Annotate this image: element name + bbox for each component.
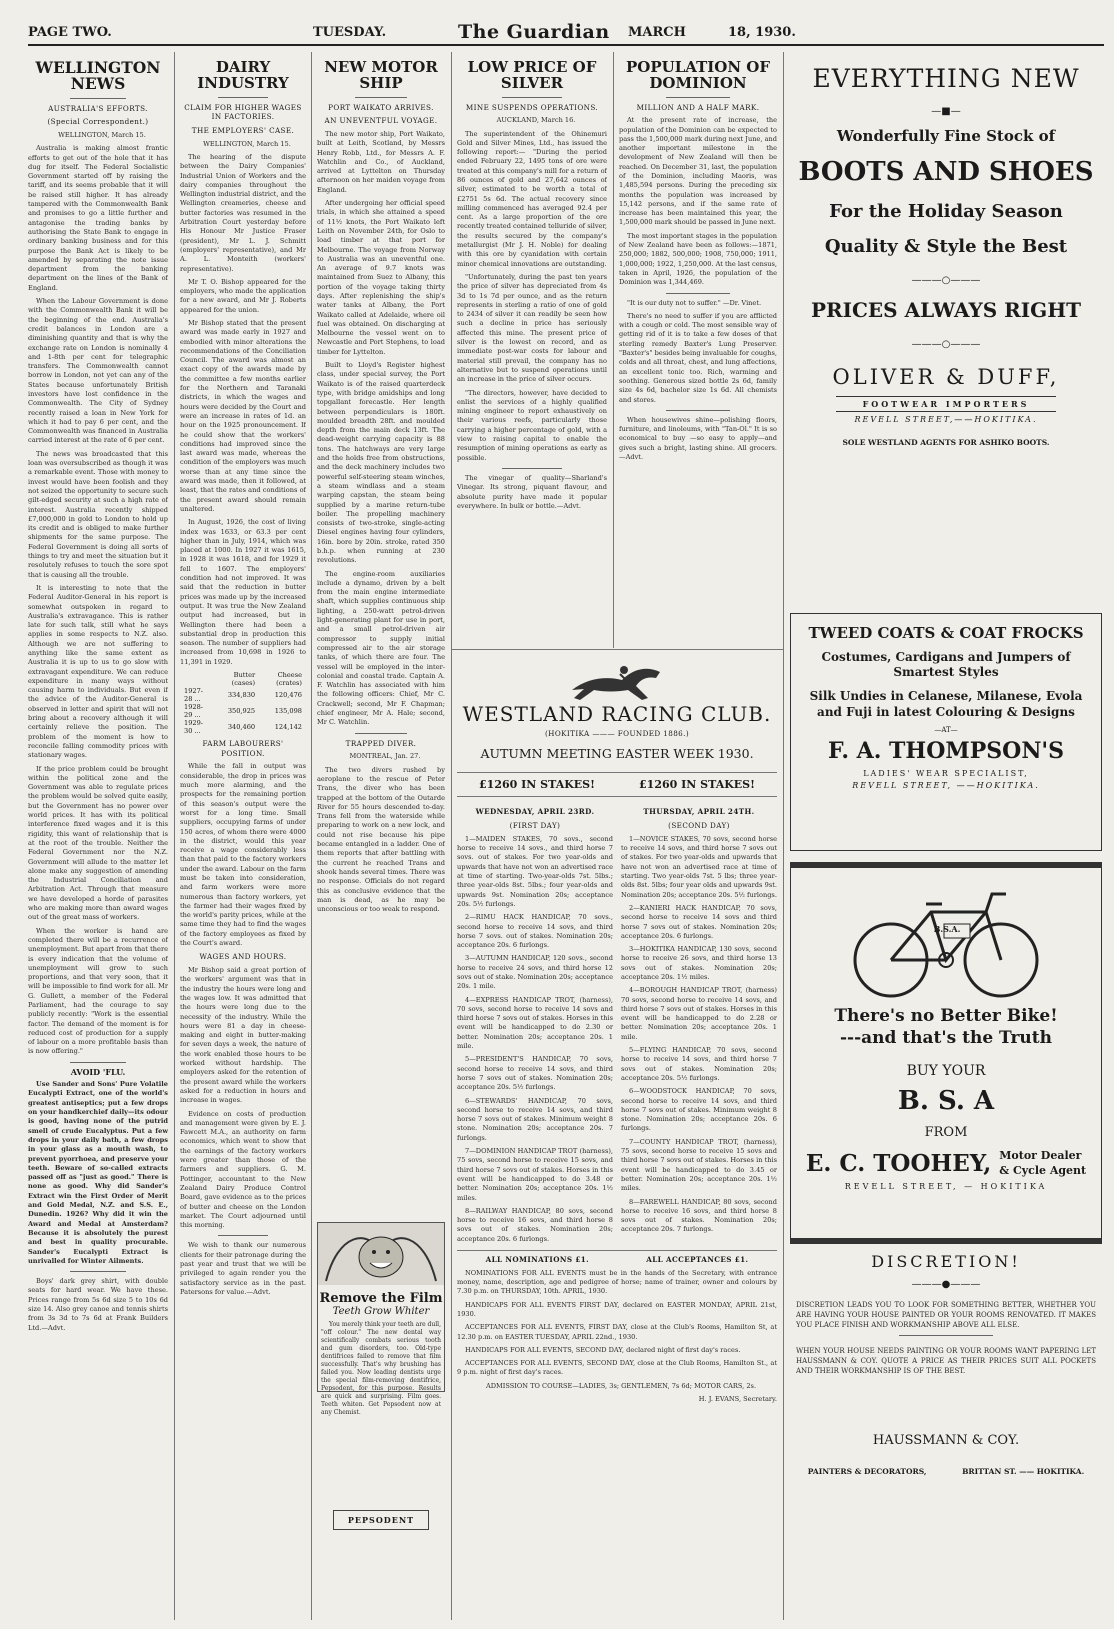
agents-text: SOLE WESTLAND AGENTS FOR ASHIKO BOOTS.	[842, 437, 1050, 447]
ship-subhead: PORT WAIKATO ARRIVES.	[328, 102, 434, 112]
boots-shoes-headline: BOOTS AND SHOES	[798, 157, 1094, 188]
race-event: 6—WOODSTOCK HANDICAP, 70 sovs, second horse to receive 14 sovs, and third horse 7 sovs out of stakes. Minimum weight 8 stone. Nomination 20s; acceptance 20s. 6 furlongs.	[621, 1087, 777, 1133]
stakes-banner: £1260 IN STAKES!	[479, 777, 595, 791]
quality-text: Quality & Style the Best	[824, 235, 1068, 257]
wellington-subhead: AUSTRALIA'S EFFORTS.	[48, 103, 148, 113]
dairy-paragraph: Mr Bishop said a great portion of the workers' argument was that in the industry the hours were long and the wages low. It was admitted that the hours were long due to the necessity of the industry. While the hours were 81 a day in cheese-making and eight in butter-making for seven days a week, the nature of the work enabled those hours to be worked without hardship. The employers asked for the retention of the present award while the workers asked for a reduction in hours and increase in wages.	[180, 966, 306, 1105]
everything-new-headline: EVERYTHING NEW	[812, 64, 1080, 93]
wellington-paragraph: It is interesting to note that the Federal Auditor-General in his report is somewhat outspoken in regard to Australia's extravagance. This is rather late for such talk, still what he says applies in some respects to N.Z. also. Although we are not suffering to anything like the same extent as Australia it is up to us to go slow with extravagant expenditure. We can reduce expenditure in many ways without causing harm to individuals. But even if the advice of the Auditor-General is observed in letter and spirit that will not bring about a recovery although it will certainly relieve the position. The problem of the moment is how to reconcile falling commodity prices with stationary wages.	[28, 583, 168, 760]
silver-headline: LOW PRICE OF SILVER	[467, 60, 597, 92]
race-event: 4—EXPRESS HANDICAP TROT, (harness), 70 sovs, second horse to receive 14 sovs and third horse 7 sovs out of stakes. Horses in this event will be handicapped to do 2.30 or better. Nomination 20s; acceptance 20s. 1 mile.	[457, 995, 613, 1051]
divider	[666, 293, 729, 294]
dairy-paragraph: Mr T. O. Bishop appeared for the employers, who made the application for a new award, and Mr J. Roberts appeared for the union.	[180, 277, 306, 314]
flu-ad-headline: AVOID 'FLU.	[70, 1066, 126, 1077]
baxters-advert: There's no need to suffer if you are afflicted with a cough or cold. The most sensible way of getting rid of it is to take a few doses of that sterling remedy Baxter's Lung Preserver. "Baxter's" besides being invaluable for coughs, colds and all throat, chest, and lung affections, an excellent tonic too. Rich, warming and soothing. Generous sized bottle 2s 6d, family size 4s 6d, bachelor size 1s 6d. All chemists and stores.	[619, 311, 777, 404]
column-rule	[451, 52, 452, 1620]
table-cell: 340,460	[227, 722, 256, 731]
patersons-advert: We wish to thank our numerous clients for their patronage during the past year and trust that we will be privileged to again render you the satisfactory service as in the past. Patersons for value.—Advt.	[180, 1241, 306, 1296]
vinegar-advert: The vinegar of quality—Sharland's Vinegar. Its strong, piquant flavour, and absolute purity have made it popular everywhere. In bulk or bottle.—Advt.	[457, 473, 607, 510]
toohey-bsa-advert	[790, 862, 1102, 1244]
shirts-advert: Boys' dark grey shirt, with double seats for hard wear. We have these. Prices range from 5s 6d size 5 to 10s 6d size 14. Also grey canoe and tennis shirts from 3s 3d to 7s 6d at Frank Builders Ltd.—Advt.	[28, 1277, 168, 1332]
population-subhead: MILLION AND A HALF MARK.	[636, 102, 760, 112]
buy-your-text: BUY YOUR	[906, 1062, 986, 1079]
divider	[666, 410, 729, 411]
racing-club-subtitle: (HOKITIKA ——— FOUNDED 1886.)	[544, 729, 690, 738]
ornament-icon: ———●———	[911, 1278, 981, 1290]
dairy-paragraph: Evidence on costs of production and management were given by E. J. Fawcett M.A., an authority on farm economics, which went to show that the earnings of the factory workers were greater than those of the farmers and suppliers. G. M. Pottinger, accountant to the New Zealand Dairy Produce Control Board, gave evidence as to the prices of butter and cheese on the London market. The Court adjourned until this morning.	[180, 1109, 306, 1230]
ship-paragraph: The new motor ship, Port Waikato, built at Leith, Scotland, by Messrs Henry Robb, Ltd., for Messrs A. F. Watchlin and Co., of Auckland, arrived at Lyttelton on Thursday afternoon on her maiden voyage from England.	[317, 129, 445, 194]
pepsodent-text: You merely think your teeth are dull, "off colour." The new dental way scientifically combats serious tooth and gum disorders, too. Old-type dentifrices failed to remove that film successfully. That's why brushing has failed you. Now leading dentists urge the special film-removing dentifrice, Pepsodent, for this purpose. Results are quick and surprising. Film goes. Teeth whiten. Get Pepsodent now at any Chemist.	[321, 1320, 441, 1416]
nominations-fee: ALL NOMINATIONS £1.	[485, 1255, 590, 1264]
dairy-paragraph: In August, 1926, the cost of living index was 1633, or 63.3 per cent higher than in July, 1914, which was placed at 1000. In 1927 it was 1615, in 1928 it was 1618, and for 1929 it fell to 1607. The employers' condition had not improved. It was said that the reduction in butter prices was made up by the increased output. It was true the New Zealand output had increased, but in Wellington there had been a substantial drop in production this season. The number of suppliers had increased from 10,698 in 1926 to 11,391 in 1929.	[180, 518, 306, 666]
oliver-duff-address: REVELL STREET,——HOKITIKA.	[854, 414, 1038, 424]
first-day-programme	[457, 803, 613, 1244]
table-row	[180, 703, 306, 719]
stock-text: Wonderfully Fine Stock of	[836, 127, 1056, 146]
silver-paragraph: "Unfortunately, during the past ten years the price of silver has depreciated from 4s 3d to 1s 7d per ounce, and as the return represents in sterling a ratio of one of gold to 2434 of silver it can readily be seen how such a decline in price has seriously affected this mine. The present price of silver is the lowest on record, and as immediate post-war costs for labour and material still prevail, the company has no alternative but to suspend operations until an increase in the price of silver occurs.	[457, 272, 607, 384]
table-row	[180, 719, 306, 735]
wellington-paragraph: Australia is making almost frantic efforts to get out of the hole that it has dug for itself. The Federal Socialistic Government started off by raising the tariff, and its seems probable that it will be raised still higher. It has already tampered with the Commonwealth Bank and promises to go a little further and antagonise the trading banks by authorising the State Bank to engage in ordinary banking business and for this purpose the Bank Act is likely to be amended by separating the note issue department from the banking department on the lines of the Bank of England.	[28, 144, 168, 292]
table-cell: 1928-29 ...	[184, 702, 204, 719]
wellington-byline: (Special Correspondent.)	[47, 117, 149, 127]
dairy-dateline: WELLINGTON, March 15.	[203, 139, 291, 148]
silver-paragraph: The superintendent of the Ohinemuri Gold and Silver Mines, Ltd., has issued the following report:— "During the period ended February 22, 1495 tons of ore were treated at this company's mill for a return of 86 ounces of gold and 27,642 ounces of silver, estimated to be worth a total of £2751 5s 6d. The actual recovery since milling commenced has averaged 92.4 per cent. As a large proportion of the ore recently treated contained telluride of silver, the results secured by the company's metallurgist (Mr J. H. Noble) for dealing with this ore by cyanidation with certain minor chemical innovations are outstanding.	[457, 129, 607, 268]
racing-club-advert	[457, 656, 777, 1618]
pepsodent-advert	[317, 1222, 445, 1416]
dairy-paragraph: The hearing of the dispute between the Dairy Companies' Industrial Union of Workers and the dairy companies throughout the Wellington industrial district, and the Wellington creameries, cheese and butter factories was resumed in the Arbitration Court yesterday before His Honour Mr Justice Fraser (president), Mr L. J. Schmitt (employers' representative), and Mr A. L. Monteith (workers' representative).	[180, 152, 306, 273]
wellington-column	[28, 60, 168, 1620]
table-cell: 124,142	[274, 722, 302, 731]
race-event: 2—RIMU HACK HANDICAP, 70 sovs., second horse to receive 14 sovs, and third horse 7 sovs. out of stakes. Nomination 20s; acceptance 20s. 6 furlongs.	[457, 913, 613, 950]
table-header-row	[180, 671, 306, 687]
flu-ad-text: Use Sander and Sons' Pure Volatile Eucalypti Extract, one of the world's greatest antiseptics; put a few drops on your handkerchief daily—its odour is good, having none of the putrid smell of crude Eucalyptus. Put a few drops in your daily bath, a few drops in your glass as a mouth wash, to prevent pyorrhoea, and preserve your teeth. Beware of so-called extracts passed off as "just as good." There is none as good. Why did Sander's Extract win the First Order of Merit and Gold Medal, N.Z. and S.S. E., Dunedin. 1926? Why did it win the Award and Medal at Amsterdam? Because it is absolutely the purest and best in quality procurable. Sander's Eucalypti Extract is unrivalled for Winter Ailments.	[28, 1080, 168, 1265]
pepsodent-subhead: Teeth Grow Whiter	[332, 1305, 430, 1317]
racehorse-illustration	[562, 656, 672, 704]
dairy-headline: DAIRY INDUSTRY	[197, 60, 289, 92]
column-rule	[783, 52, 784, 1620]
divider	[666, 97, 729, 98]
first-day-date: WEDNESDAY, APRIL 23RD.	[475, 807, 595, 817]
pepsodent-brand: PEPSODENT	[347, 1515, 415, 1525]
toohey-address: REVELL STREET, — HOKITIKA	[844, 1181, 1048, 1191]
racing-notice: ACCEPTANCES FOR ALL EVENTS, SECOND DAY, close at the Club Rooms, Hamilton St., at 9 p.m. night of first day's races.	[457, 1359, 777, 1377]
costumes-text: Costumes, Cardigans and Jumpers of Smartest Styles	[821, 649, 1071, 680]
column-rule	[311, 52, 312, 1620]
first-day-label: (FIRST DAY)	[509, 821, 561, 831]
divider	[70, 1271, 126, 1272]
diver-paragraph: The two divers rushed by aeroplane to the rescue of Peter Trans, the diver who has been trapped at the bottom of the Outarde River for 55 hours descended to-day. Trans fell from the waterside while preparing to work on a new lock, and could not rise because his pipe became entangled in a ladder. One of them reports that after battling with the current he reached Trans and shook hands several times. There was no response. Officials do not regard this as conclusive evidence that the man is dead, as he may be unconscious or too weak to respond.	[317, 765, 445, 914]
wellington-paragraph: The news was broadcasted that this loan was oversubscribed as though it was a remarkable event. Those with money to invest would have been foolish and they not seized the opportunity to secure such gilt-edged security at such a high rate of interest. Australia recently shipped £7,000,000 in gold to London to hold up its credit and is obliged to make further shipments for the same purpose. The Federal Government is doing all sorts of things to try and meet the situation but it resolutely refuses to touch the sore spot that is causing all the trouble.	[28, 449, 168, 579]
column-rule	[174, 52, 175, 1620]
thompsons-advert	[790, 613, 1102, 851]
race-event: 8—FAREWELL HANDICAP, 80 sovs, second horse to receive 16 sovs, and third horse 8 sovs out of stakes. Nomination 20s; acceptance 20s. 7 furlongs.	[621, 1197, 777, 1234]
population-paragraph: At the present rate of increase, the population of the Dominion can be expected to pass the 1,500,000 mark during next June, and another important milestone in the development of New Zealand will then be reached. On December 31, last, the population of the Dominion, including Maoris, was 1,485,594 persons. During the preceding six months the population was increased by 15,142 persons, and if the same rate of increase has been maintained this year, the 1,500,000 mark should be passed in June next.	[619, 116, 777, 227]
bicycle-illustration	[846, 872, 1046, 1002]
dairy-section-head: WAGES AND HOURS.	[199, 952, 287, 962]
population-column	[619, 60, 777, 645]
footwear-importers: FOOTWEAR IMPORTERS	[836, 396, 1056, 412]
better-bike-text: There's no Better Bike!	[834, 1006, 1058, 1026]
wellington-paragraph: When the Labour Government is done with the Commonwealth Bank it will be the beginning of the end. Australia's credit balances in London are a diminishing quantity and that is why the exchange rate on London is nominally 4 and 1-8th per cent for telegraphic transfers. The Commonwealth cannot borrow in London, not yet can any of the States because unfortunately British investors have lost confidence in the Commonwealth. The City of Sydney recently raised a loan in New York for which it had to pay 6 per cent, and the Commonwealth was financed in Australia carried interest at the rate of 6 per cent.	[28, 297, 168, 445]
silver-paragraph: "The directors, however, have decided to enlist the services of a highly qualified mining engineer to report exhaustively on their various reefs, particularly those carrying a higher percentage of gold, with a view to raising capital to enable the resumption of mining operations as early as possible.	[457, 388, 607, 462]
dairy-paragraph: While the fall in output was considerable, the drop in prices was much more alarming, and the prospects for the remaining portion of this season's output were the worst for a long time. Small suppliers, occupying farms of under 150 acres, of whom there were 4000 in the district, would this year receive a wage considerably less than that paid to the factory workers under the award. Labour on the farm must be taken into consideration, and farm workers were more numerous than factory workers, yet the farmer had their wages fixed by the world's parity prices, while at the same time they had to find the wages of the factory employees as fixed by the Court's award.	[180, 762, 306, 948]
wellington-paragraph: If the price problem could be brought within the political zone and the Government was able to regulate prices the problem would be solved quite easily, but the Government has no power over world prices. It has with its political interference fixed wages and it is this rigidity, this want of relationship that is at the root of the trouble. Neither the Federal Government nor the N.Z. Government will allude to the matter let alone make any suggestion of amending the Industrial Conciliation and Arbitration Act. Through that measure we have developed a horde of parasites who are making more than award wages out of the great mass of workers.	[28, 764, 168, 922]
table-row	[180, 687, 306, 703]
dairy-subhead: CLAIM FOR HIGHER WAGES IN FACTORIES.	[184, 102, 302, 122]
masthead-title: The Guardian	[458, 21, 610, 43]
racing-meeting-title: AUTUMN MEETING EASTER WEEK 1930.	[480, 745, 754, 761]
table-cell: 334,830	[227, 690, 256, 699]
masthead	[28, 22, 1104, 46]
divider	[218, 1235, 268, 1236]
table-cell: 350,925	[227, 706, 256, 715]
thompsons-name: F. A. THOMPSON'S	[827, 738, 1065, 765]
ornament-icon: ———○———	[911, 338, 981, 350]
divider	[502, 468, 562, 469]
table-header: Butter (cases)	[231, 670, 256, 687]
silk-text: Silk Undies in Celanese, Milanese, Evola and Fuji in latest Colouring & Designs	[809, 688, 1083, 719]
haussmann-address: BRITTAN ST. —— HOKITIKA.	[962, 1467, 1085, 1477]
racing-notice: HANDICAPS FOR ALL EVENTS FIRST DAY, declared on EASTER MONDAY, APRIL 21st, 1930.	[457, 1300, 777, 1318]
smiling-face-illustration	[318, 1223, 444, 1285]
race-event: 6—STEWARDS' HANDICAP, 70 sovs, second horse to receive 14 sovs, and third horse 7 sovs out of stakes. Minimum weight 8 stone. Nomination 20s; acceptance 20s. 7 furlongs.	[457, 1096, 613, 1142]
column-rule	[613, 52, 614, 648]
diver-dateline: MONTREAL, Jan. 27.	[349, 752, 421, 761]
wellington-dateline: WELLINGTON, March 15.	[58, 130, 146, 139]
ship-paragraph: After undergoing her official speed trials, in which she attained a speed of 11½ knots, the Port Waikato left Leith on November 24th, for Oslo to load timber at that port for Melbourne. The voyage from Norway to Australia was an uneventful one. An average of 9.7 knots was maintained from Suez to Albany, this portion of the voyage taking thirty days. After replenishing the ship's water tanks at Albany, the Port Waikato called at Adelaide, where oil fuel was obtained. On discharging at Melbourne the vessel went on to Newcastle and Port Stephens, to load timber for Lyttelton.	[317, 199, 445, 356]
oliver-duff-name: OLIVER & DUFF,	[832, 364, 1060, 389]
race-event: 4—BOROUGH HANDICAP TROT, (harness) 70 sovs, second horse to receive 14 sovs, and third horse 7 sovs out of stakes. Horses in this event will be handicapped to do 2.28 or better. Nomination 20s; acceptance 20s. 1 mile.	[621, 986, 777, 1041]
racing-secretary: H. J. EVANS, Secretary.	[698, 1394, 777, 1403]
diver-headline: TRAPPED DIVER.	[345, 738, 417, 748]
race-event: 5—PRESIDENT'S HANDICAP, 70 sovs, second horse to receive 14 sovs, and third horse 7 sovs out of stakes. Nomination 20s; acceptance 20s. 5½ furlongs.	[457, 1055, 613, 1092]
table-cell: 1929-30 ...	[184, 718, 204, 735]
acceptances-fee: ALL ACCEPTANCES £1.	[646, 1255, 749, 1264]
painting-text: WHEN YOUR HOUSE NEEDS PAINTING OR YOUR ROOMS WANT PAPERING LET HAUSSMANN & COY. QUOTE A PRICE AS THEIR PRICES SUIT ALL POCKETS AND THEIR WORKMANSHIP IS OF THE BEST.	[796, 1346, 1096, 1375]
silver-dateline: AUCKLAND, March 16.	[496, 116, 576, 125]
divider	[70, 98, 126, 99]
masthead-day: TUESDAY.	[313, 25, 387, 40]
race-event: 1—NOVICE STAKES, 70 sovs, second horse to receive 14 sovs, and third horse 7 sovs out of stakes. For two year-olds and upwards that have not won an advertised race at time of starting. Two year-olds 7st. 5 lbs; three year-olds 8st. 5lbs; four year olds and upwards 9st. Nomination 20s; acceptance 20s. 5½ furlongs.	[621, 834, 777, 899]
discretion-headline: DISCRETION!	[871, 1252, 1021, 1271]
ship-paragraph: The engine-room auxiliaries include a dynamo, driven by a belt from the main engine intermediate shaft, which supplies continuous ship lighting, a 250-watt petrol-driven light-generating plant for use in port, and a small petrol-driven air compressor to supply initial compressed air to the air storage tanks, of which there are four. The vessel will be employed in the inter-colonial and coastal trade. Captain A. F. Watchlin has associated with him the following officers: Chief, Mr C. Crackwell; second, Mr F. Chapman; chief engineer, Mr A. Hale; second, Mr C. Watchlin.	[317, 569, 445, 727]
racing-club-title: WESTLAND RACING CLUB.	[462, 702, 772, 726]
production-table	[180, 671, 306, 735]
divider	[355, 733, 406, 734]
at-text: —AT—	[934, 726, 958, 735]
racing-notice: HANDICAPS FOR ALL EVENTS, SECOND DAY, declared night of first day's races.	[465, 1345, 741, 1354]
second-day-date: THURSDAY, APRIL 24TH.	[643, 807, 755, 817]
wellington-paragraph: When the worker is hand are completed there will be a recurrence of unemployment. But apart from that there is every indication that the volume of unemployment will grow to such proportions, and that very soon, that it will be impossible to find work for all. Mr G. Gullett, a member of the Federal Parliament, had the courage to say publicly recently: "Work is the essential factor. The demand of the moment is for reduced cost of production for a supply of labour on a more profitable basis than is now offering."	[28, 926, 168, 1056]
haussmann-advert	[790, 1252, 1102, 1620]
dairy-section-head: FARM LABOURERS' POSITION.	[202, 738, 284, 758]
second-day-programme	[621, 803, 777, 1244]
pepsodent-headline: Remove the Film	[319, 1291, 443, 1306]
racing-notice: NOMINATIONS FOR ALL EVENTS must be in the hands of the Secretary, with entrance money, name, description, age and pedigree of horse; name of trainer, owner and colours by 7.30 p.m. on THURSDAY, 10th. APRIL, 1930.	[457, 1268, 777, 1296]
dairy-paragraph: Mr Bishop stated that the present award was made early in 1927 and embodied with minor alterations the recommendations of the Conciliation Council. The award was almost an exact copy of the awards made by the committee a few months earlier for the Northern and Taranaki districts, in which the wages and hours were decided by the Court and were an increase in rates of 1d. an hour on the 1925 pronouncement. If he could show that the workers' conditions had improved since the last award was made, whereas the condition of the employers was much worse than at any time since the award was made, then it followed, at least, that the rates and conditions of the present award should remain unaltered.	[180, 319, 306, 513]
bsa-badge: B.S.A.	[933, 924, 961, 934]
table-cell: 1927-28 ...	[184, 686, 204, 703]
dairy-column	[180, 60, 306, 1620]
wellington-headline: WELLINGTON NEWS	[35, 60, 161, 94]
divider	[70, 1062, 126, 1063]
table-header	[180, 671, 215, 687]
cycle-agent-text: & Cycle Agent	[999, 1163, 1087, 1177]
table-cell: 120,476	[274, 690, 302, 699]
masthead-month: MARCH	[628, 25, 686, 40]
stakes-banner: £1260 IN STAKES!	[639, 777, 755, 791]
tweed-headline: TWEED COATS & COAT FROCKS	[808, 624, 1084, 642]
race-event: 3—AUTUMN HANDICAP, 120 sovs., second horse to receive 24 sovs, and third horse 12 sovs out of stake. Nomination 20s; acceptance 20s. 1 mile.	[457, 954, 613, 991]
divider	[218, 97, 268, 98]
divider	[899, 1335, 993, 1336]
table-header: Cheese (crates)	[276, 670, 302, 687]
page-number: PAGE TWO.	[28, 25, 112, 40]
race-event: 3—HOKITIKA HANDICAP, 130 sovs, second horse to receive 26 sovs, and third horse 13 sovs out of stakes. Nomination 20s; acceptance 20s. 1½ miles.	[621, 945, 777, 981]
dairy-subhead: THE EMPLOYERS' CASE.	[191, 125, 295, 135]
divider	[355, 97, 406, 98]
ladies-wear-text: LADIES' WEAR SPECIALIST,	[863, 769, 1029, 779]
toohey-name: E. C. TOOHEY,	[805, 1149, 992, 1177]
race-event: 7—COUNTY HANDICAP TROT, (harness), 75 sovs, second horse to receive 15 sovs and third horse 7 sovs out of stakes. Horses in this event will be handicapped to do 3.45 or better. Nomination 20s; acceptance 20s. 1½ miles.	[621, 1137, 777, 1193]
ship-subhead: AN UNEVENTFUL VOYAGE.	[324, 116, 438, 126]
oliver-duff-advert	[790, 56, 1102, 596]
ship-paragraph: Built to Lloyd's Register highest class, under special survey, the Port Waikato is of the raised quarterdeck type, with bridge amidships and long topgallant forecastle. Her length between perpendiculars is 180ft. moulded breadth 28ft. and moulded depth from the main deck 13ft. The dead-weight carrying capacity is 88 tons. The hatchways are very large and the holds free from obstructions, and the deck machinery includes two powerful self-steering steam winches, a steam windlass and a steam warping capstan, the steam being supplied by a marine return-tube boiler. The propelling machinery consists of two-stroke, single-acting Diesel engines having four cylinders, 16in. bore by 20in. stroke, rated 350 b.h.p. when running at 230 revolutions.	[317, 361, 445, 565]
population-headline: POPULATION OF DOMINION	[626, 60, 770, 92]
ornament-icon: ———○———	[911, 274, 981, 286]
pepsodent-tube-image	[333, 1510, 429, 1530]
discretion-text: DISCRETION LEADS YOU TO LOOK FOR SOMETHING BETTER, WHETHER YOU ARE HAVING YOUR HOUSE PAINTED OR YOUR ROOMS RENOVATED. IT MAKES YOU PLACE FINISH AND WORKMANSHIP ABOVE ALL ELSE.	[796, 1300, 1096, 1329]
masthead-date: 18, 1930.	[728, 25, 796, 40]
race-event: 8—RAILWAY HANDICAP, 80 sovs, second horse to receive 16 sovs, and third horse 8 sovs out of stakes. Nomination 20s; acceptance 20s. 6 furlongs.	[457, 1206, 613, 1243]
race-event: 7—DOMINION HANDICAP TROT (harness), 75 sovs, second horse to receive 15 sovs, and third horse 7 sovs out of stakes. Horses in this event will be handicapped to do 3.48 or better. Nomination 20s; acceptance 20s. 1½ miles.	[457, 1147, 613, 1202]
thompsons-address: REVELL STREET, ——HOKITIKA.	[852, 781, 1040, 791]
holiday-text: For the Holiday Season	[829, 200, 1063, 222]
racing-notice: ACCEPTANCES FOR ALL EVENTS, FIRST DAY, close at the Club's Rooms, Hamilton St, at 12.30 p.m. on EASTER TUESDAY, APRIL 22nd., 1930.	[457, 1323, 777, 1341]
racing-notice: ADMISSION TO COURSE—LADIES, 3s; GENTLEMEN, 7s 6d; MOTOR CARS, 2s.	[485, 1381, 757, 1390]
population-paragraph: The most important stages in the population of New Zealand have been as follows:—1871, 250,000; 1882, 500,000; 1908, 750,000; 1911, 1,000,000; 1922, 1,250,000. At the last census, taken in April, 1926, the population of the Dominion was 1,344,469.	[619, 231, 777, 287]
bsa-headline: B. S. A	[897, 1086, 995, 1117]
motor-dealer-text: Motor Dealer	[999, 1149, 1082, 1163]
divider	[502, 97, 562, 98]
race-event: 2—KANIERI HACK HANDICAP, 70 sovs, second horse to receive 14 sovs and third horse 7 sovs out of stakes. Nomination 20s; acceptance 20s. 6 furlongs.	[621, 903, 777, 940]
silver-subhead: MINE SUSPENDS OPERATIONS.	[465, 102, 599, 112]
ornament-icon: —■—	[931, 106, 961, 118]
truth-text: ---and that's the Truth	[839, 1027, 1052, 1048]
section-rule	[451, 649, 783, 650]
second-day-label: (SECOND DAY)	[668, 821, 730, 831]
from-text: FROM	[924, 1124, 968, 1140]
painters-text: PAINTERS & DECORATORS,	[807, 1467, 927, 1477]
race-event: 1—MAIDEN STAKES, 70 sovs., second horse to receive 14 sovs., and third horse 7 sovs. out of stakes. For two year-olds and upwards that have not won an advertised race at time of starting. Two-year-olds 7st. 5lbs.; three year-olds 8st. 5lbs.; four year-olds and upwards 9st. Nomination 20s; acceptance 20s. 5½ furlongs.	[457, 834, 613, 908]
population-quote: "It is our duty not to suffer." —Dr. Vinet.	[627, 298, 762, 307]
ship-headline: NEW MOTOR SHIP	[324, 60, 438, 92]
tan-ol-advert: When housewives shine—polishing floors, furniture, and linoleums, with "Tan-Ol." It is so economical to buy —so easy to apply—and gives such a bright, lasting shine. All grocers.—Advt.	[619, 415, 777, 462]
race-event: 5—FLYING HANDICAP, 70 sovs, second horse to receive 14 sovs, and third horse 7 sovs out of stakes. Nomination 20s; acceptance 20s. 5½ furlongs.	[621, 1046, 777, 1082]
prices-headline: PRICES ALWAYS RIGHT	[810, 297, 1082, 322]
table-cell: 135,098	[274, 706, 302, 715]
silver-column	[457, 60, 607, 645]
haussmann-name: HAUSSMANN & COY.	[872, 1432, 1020, 1448]
